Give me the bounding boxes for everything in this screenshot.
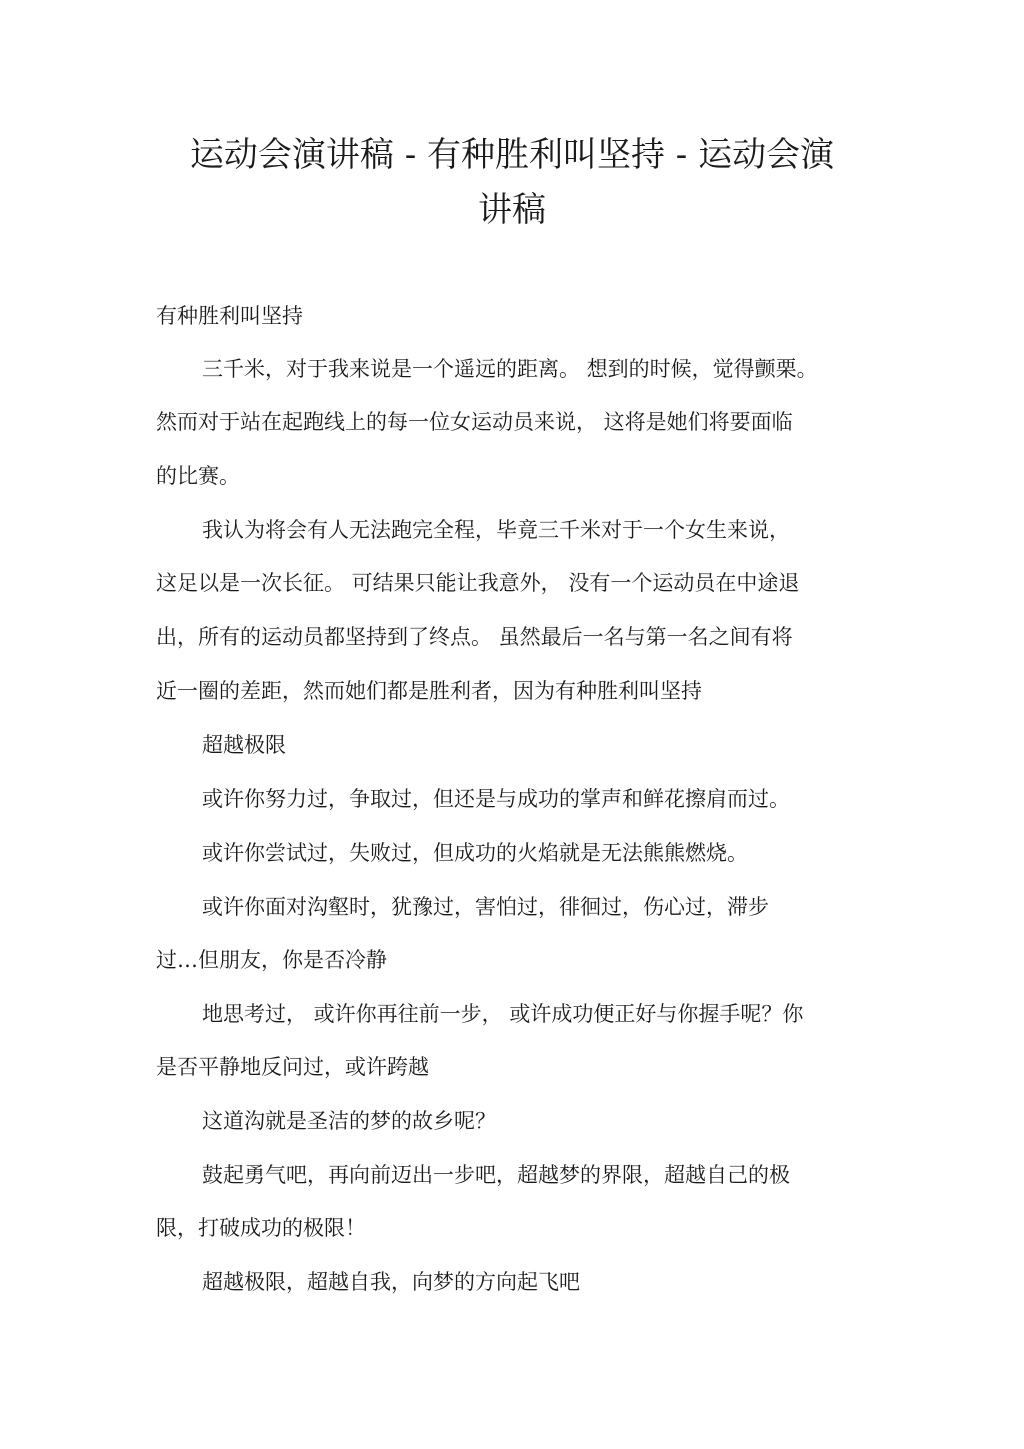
- section-heading: 超越极限: [202, 733, 286, 757]
- paragraph-line: 然而对于站在起跑线上的每一位女运动员来说， 这将是她们将要面临: [156, 410, 793, 434]
- document-subtitle: 有种胜利叫坚持: [156, 304, 303, 328]
- paragraph-line: 鼓起勇气吧，再向前迈出一步吧，超越梦的界限，超越自己的极: [202, 1163, 790, 1187]
- document-title-line-2: 讲稿: [478, 190, 546, 230]
- document-title-line-1: 运动会演讲稿 - 有种胜利叫坚持 - 运动会演: [189, 135, 835, 175]
- paragraph-line: 或许你尝试过，失败过，但成功的火焰就是无法熊熊燃烧。: [202, 841, 748, 865]
- paragraph-line: 或许你努力过，争取过，但还是与成功的掌声和鲜花擦肩而过。: [202, 787, 790, 811]
- paragraph-line: 地思考过， 或许你再往前一步， 或许成功便正好与你握手呢？你: [202, 1002, 804, 1026]
- paragraph-line: 我认为将会有人无法跑完全程，毕竟三千米对于一个女生来说，: [202, 518, 790, 542]
- paragraph-line: 这足以是一次长征。 可结果只能让我意外， 没有一个运动员在中途退: [156, 571, 800, 595]
- paragraph-line: 过…但朋友，你是否冷静: [156, 948, 387, 972]
- paragraph-line: 近一圈的差距，然而她们都是胜利者，因为有种胜利叫坚持: [156, 679, 702, 703]
- paragraph-line: 这道沟就是圣洁的梦的故乡呢？: [202, 1109, 496, 1133]
- paragraph-line: 出，所有的运动员都坚持到了终点。 虽然最后一名与第一名之间有将: [156, 625, 793, 649]
- paragraph-line: 限，打破成功的极限！: [156, 1216, 366, 1240]
- paragraph-line: 是否平静地反问过，或许跨越: [156, 1055, 429, 1079]
- paragraph-line: 的比赛。: [156, 464, 240, 488]
- paragraph-line: 超越极限，超越自我，向梦的方向起飞吧: [202, 1270, 580, 1294]
- paragraph-line: 三千米，对于我来说是一个遥远的距离。 想到的时候，觉得颤栗。: [202, 357, 818, 381]
- paragraph-line: 或许你面对沟壑时，犹豫过，害怕过，徘徊过，伤心过，滞步: [202, 895, 769, 919]
